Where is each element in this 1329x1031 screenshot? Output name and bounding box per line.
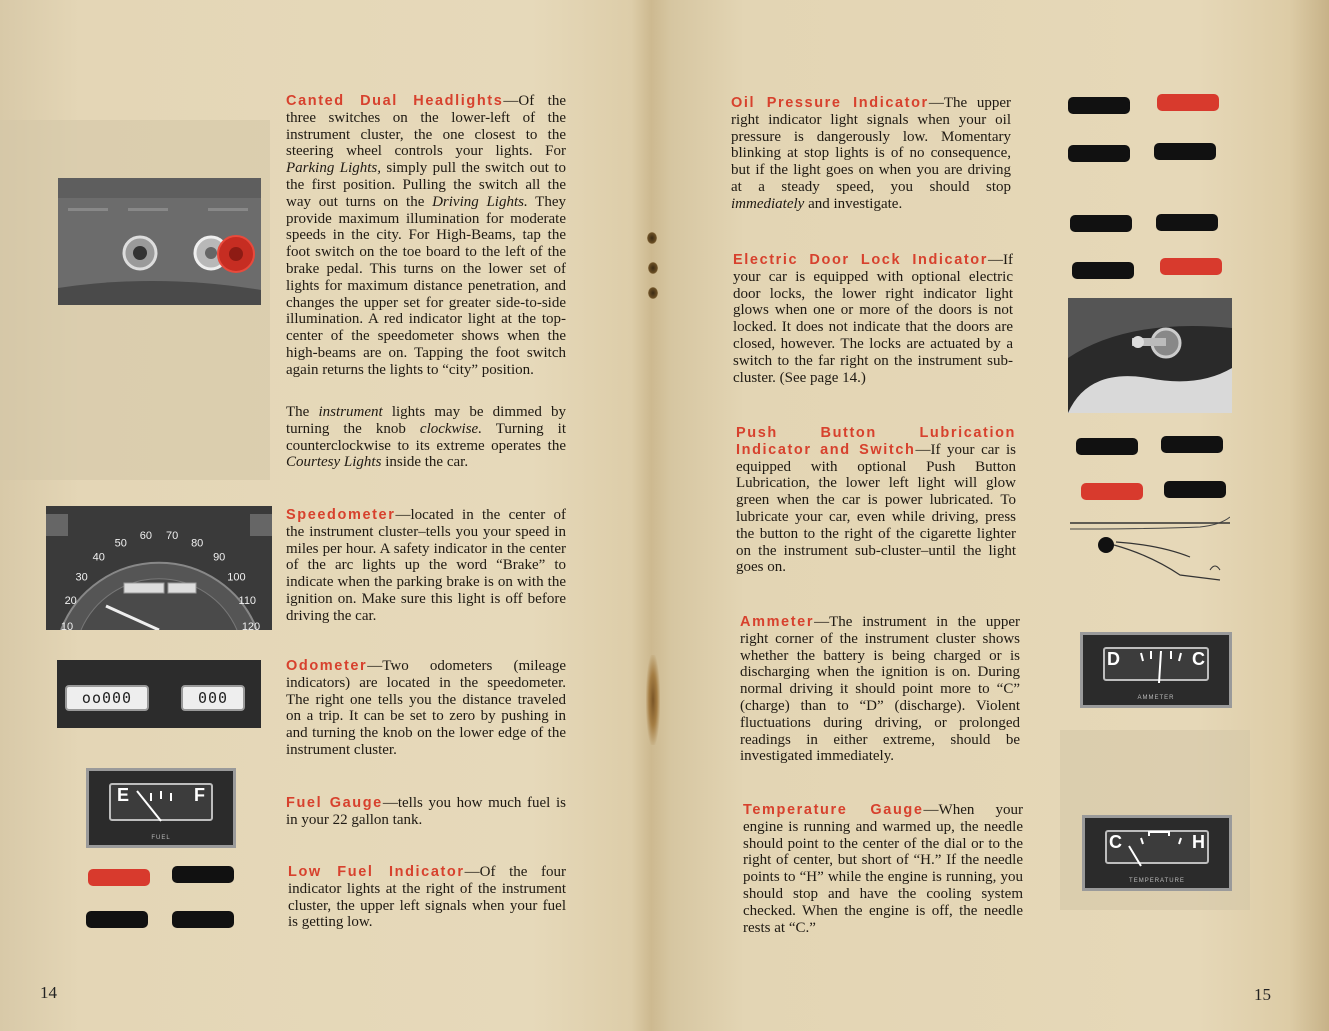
lubrication-paragraph: [736, 425, 1016, 576]
ammeter-body: —The instrument in the upper right corner of the instrument cluster shows whether the battery is being charged or is discharging when the ignition is on. During normal driving it should point more to “C” (charge) than to “D” (discharge). Violent fluctuations during driving, or prolonged readings in either extreme, should be investigated immediately.: [740, 614, 1020, 765]
door-lock-paragraph: [733, 252, 1013, 386]
odometer-total-readout: oo000: [65, 685, 149, 711]
speedometer-tick-label: 80: [191, 537, 204, 550]
ammeter-discharge-label: D: [1107, 649, 1120, 669]
page-number-left: 14: [40, 983, 57, 1002]
staple-hole: [647, 232, 657, 244]
speedometer-tick-label: 110: [238, 595, 257, 608]
speedometer-paragraph: [286, 507, 566, 625]
speedometer-body: —located in the center of the instrument cluster–tells you your speed in miles per hour. A safety indicator in the center of the arc lights up the word “Brake” to indicate when the parking brake is on with the ignition on. Make sure this light is off before driving the car.: [286, 507, 566, 624]
page-number-right: 15: [1254, 985, 1271, 1004]
temperature-heading: Temperature Gauge: [743, 802, 924, 818]
indicator-light-lower-right: [1160, 258, 1222, 275]
indicator-light-lower-right: [1154, 143, 1216, 160]
indicator-light-lower-left: [1072, 262, 1134, 279]
door-lock-switch-photo: [1068, 298, 1232, 413]
low-fuel-body: —Of the four indicator lights at the right of the instrument cluster, the upper left signals when your fuel is getting low.: [288, 864, 566, 931]
indicator-light-lower-right: [172, 911, 234, 928]
indicator-light-lower-left: [1068, 145, 1130, 162]
oil-pressure-paragraph: [731, 95, 1011, 213]
staple-hole: [648, 287, 658, 299]
indicator-light-upper-right: [1157, 94, 1219, 111]
low-fuel-heading: Low Fuel Indicator: [288, 864, 465, 880]
speedometer-tick-label: 30: [75, 571, 88, 584]
temperature-paragraph: [743, 802, 1023, 936]
speedometer-tick-label: 10: [60, 621, 74, 630]
ammeter-caption: AMMETER: [1137, 695, 1175, 701]
speedometer-tick-label: 40: [92, 551, 105, 564]
odometer-paragraph: [286, 658, 566, 759]
indicator-light-upper-left: [1070, 215, 1132, 232]
indicator-light-lower-left: [86, 911, 148, 928]
door-lock-heading: Electric Door Lock Indicator: [733, 252, 988, 268]
instrument-lights-paragraph: [286, 404, 566, 471]
fuel-gauge-heading: Fuel Gauge: [286, 795, 383, 811]
lubrication-heading: Push Button Lubrication Indicator and Switch: [736, 425, 1016, 458]
ammeter-heading: Ammeter: [740, 614, 815, 630]
fuel-gauge-full-label: F: [194, 785, 205, 805]
speedometer-heading: Speedometer: [286, 507, 396, 523]
indicator-light-lower-right: [1164, 481, 1226, 498]
oil-pressure-body: —The upper right indicator light signals when your oil pressure is dangerously low. Momentary blinking at stop lights is of no consequence, but if the light goes on when you are driving at a steady speed, you should stop immediately and investigate.: [731, 95, 1011, 212]
ammeter-photo: [1080, 632, 1232, 708]
fuel-gauge-paragraph: [286, 795, 566, 829]
instrument-lights-body: The instrument lights may be dimmed by turning the knob clockwise. Turning it counterclockwise to its extreme operates the Courtesy Lights inside the car.: [286, 404, 567, 471]
lubrication-button-sketch: [1070, 515, 1230, 585]
temperature-hot-label: H: [1192, 832, 1205, 852]
temperature-cold-label: C: [1109, 832, 1122, 852]
speedometer-tick-label: 60: [139, 529, 153, 542]
staple-hole: [648, 262, 658, 274]
indicator-light-upper-right: [1156, 214, 1218, 231]
headlight-switch-photo: [58, 178, 261, 305]
headlights-paragraph: [286, 93, 566, 379]
speedometer-tick-label: 120: [241, 621, 261, 630]
indicator-light-upper-right: [1161, 436, 1223, 453]
temperature-gauge-photo: [1082, 815, 1232, 891]
indicator-light-lower-left: [1081, 483, 1143, 500]
speedometer-tick-label: 20: [64, 595, 77, 608]
fuel-gauge-empty-label: E: [117, 785, 130, 805]
fuel-gauge-body: —tells you how much fuel is in your 22 gallon tank.: [286, 795, 566, 828]
fuel-gauge-photo: [86, 768, 236, 848]
lubrication-body: —If your car is equipped with optional Push Button Lubrication, the lower left light will glow green when the car is power lubricated. To lubricate your car, even while driving, press the button to the right of the cigarette lighter on the instrument sub-cluster–until the light goes on.: [736, 441, 1016, 576]
odometer-body: —Two odometers (mileage indicators) are located in the speedometer. The right one tells you the distance traveled on a trip. It can be set to zero by pushing in and turning the knob on the lower edge of the instrument cluster.: [286, 658, 566, 758]
speedometer-photo: [46, 506, 272, 630]
headlights-heading: Canted Dual Headlights: [286, 93, 504, 109]
headlights-body: —Of the three switches on the lower-left of the instrument cluster, the one closest to the steering wheel controls your lights. For Parking Lights, simply pull the switch out to the first position. Pulling the switch all the way out turns on the Driving Lights. They provide maximum illumination for moderate speeds in the city. For High-Beams, tap the foot switch on the toe board to the left of the brake pedal. This turns on the lower set of lights for maximum distance penetration, and changes the upper set for greater side-to-side illumination. A red indicator light at the top-center of the speedometer shows when the high-beams are on. Tapping the foot switch again returns the lights to “city” position.: [286, 93, 567, 378]
speedometer-tick-label: 50: [114, 537, 127, 550]
ammeter-paragraph: [740, 614, 1020, 765]
oil-pressure-heading: Oil Pressure Indicator: [731, 95, 929, 111]
speedometer-tick-label: 70: [165, 529, 179, 542]
speedometer-tick-label: 100: [227, 571, 246, 584]
indicator-light-upper-left: [1068, 97, 1130, 114]
speedometer-tick-label: 90: [213, 551, 226, 564]
gutter-stain: [646, 655, 660, 745]
odometer-heading: Odometer: [286, 658, 368, 674]
odometer-photo: [57, 660, 261, 728]
door-lock-body: —If your car is equipped with optional electric door locks, the lower right indicator light glows when one or more of the doors is not locked. It does not indicate that the doors are closed, however. The locks are actuated by a switch to the far right on the instrument sub-cluster. (See page 14.): [733, 252, 1013, 386]
fuel-gauge-caption: FUEL: [151, 835, 171, 841]
indicator-light-upper-right: [172, 866, 234, 883]
ammeter-charge-label: C: [1192, 649, 1205, 669]
indicator-light-upper-left: [1076, 438, 1138, 455]
temperature-body: —When your engine is running and warmed up, the needle should point to the center of the dial or to the right of center, but short of “H.” If the needle points to “H” while the engine is running, you should stop and have the cooling system checked. When the engine is off, the needle rests at “C.”: [743, 802, 1024, 936]
temperature-gauge-caption: TEMPERATURE: [1129, 878, 1185, 884]
indicator-light-upper-left: [88, 869, 150, 886]
odometer-trip-readout: 000: [181, 685, 245, 711]
low-fuel-paragraph: [288, 864, 566, 931]
